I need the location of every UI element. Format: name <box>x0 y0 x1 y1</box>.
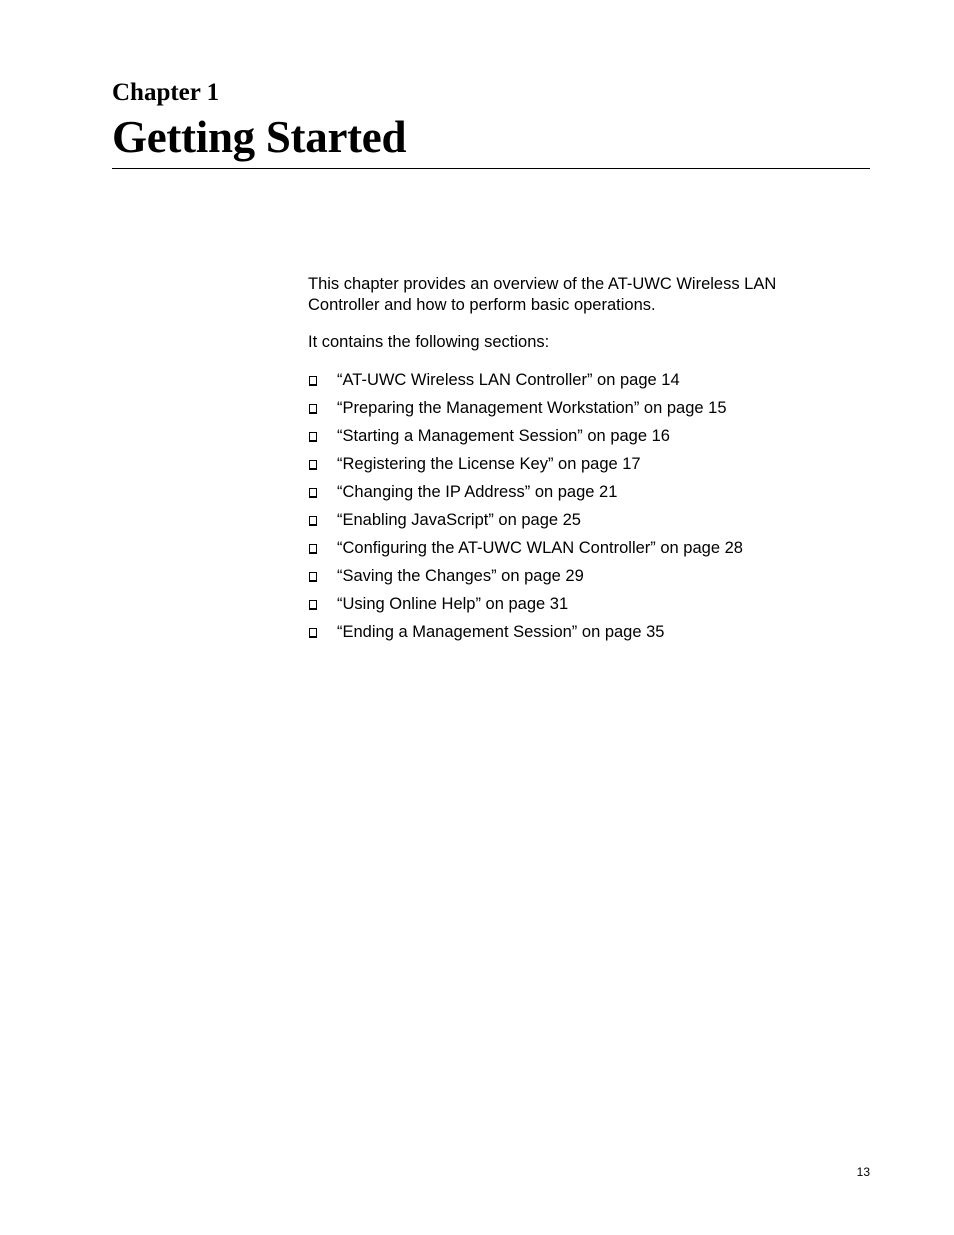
list-item[interactable] <box>308 566 828 594</box>
list-item[interactable] <box>308 510 828 538</box>
square-bullet-icon <box>309 544 317 554</box>
section-link[interactable]: “Saving the Changes” on page 29 <box>337 567 584 585</box>
section-link[interactable]: “Starting a Management Session” on page 16 <box>337 427 670 445</box>
section-link[interactable]: “Using Online Help” on page 31 <box>337 595 569 613</box>
section-list <box>308 370 828 650</box>
square-bullet-icon <box>309 572 317 582</box>
list-item[interactable] <box>308 622 828 650</box>
sections-intro: It contains the following sections: <box>308 333 550 351</box>
section-link[interactable]: “Enabling JavaScript” on page 25 <box>337 511 581 529</box>
list-item[interactable] <box>308 482 828 510</box>
chapter-title: Getting Started <box>112 112 407 162</box>
page-number: 13 <box>856 1165 870 1179</box>
section-link[interactable]: “Preparing the Management Workstation” on page 15 <box>337 399 727 417</box>
section-link[interactable]: “AT-UWC Wireless LAN Controller” on page 14 <box>337 371 680 389</box>
square-bullet-icon <box>309 516 317 526</box>
square-bullet-icon <box>309 628 317 638</box>
square-bullet-icon <box>309 460 317 470</box>
section-link[interactable]: “Ending a Management Session” on page 35 <box>337 623 665 641</box>
square-bullet-icon <box>309 600 317 610</box>
list-item[interactable] <box>308 370 828 398</box>
list-item[interactable] <box>308 398 828 426</box>
section-link[interactable]: “Configuring the AT-UWC WLAN Controller” on page 28 <box>337 539 743 557</box>
list-item[interactable] <box>308 426 828 454</box>
square-bullet-icon <box>309 376 317 386</box>
section-link[interactable]: “Registering the License Key” on page 17 <box>337 455 641 473</box>
title-divider <box>112 168 870 169</box>
square-bullet-icon <box>309 404 317 414</box>
list-item[interactable] <box>308 538 828 566</box>
list-item[interactable] <box>308 454 828 482</box>
square-bullet-icon <box>309 488 317 498</box>
intro-paragraph: This chapter provides an overview of the AT-UWC Wireless LAN Controller and how to perform basic operations. <box>308 275 777 314</box>
chapter-label: Chapter 1 <box>112 79 220 106</box>
section-link[interactable]: “Changing the IP Address” on page 21 <box>337 483 618 501</box>
square-bullet-icon <box>309 432 317 442</box>
list-item[interactable] <box>308 594 828 622</box>
chapter-body <box>308 274 828 650</box>
